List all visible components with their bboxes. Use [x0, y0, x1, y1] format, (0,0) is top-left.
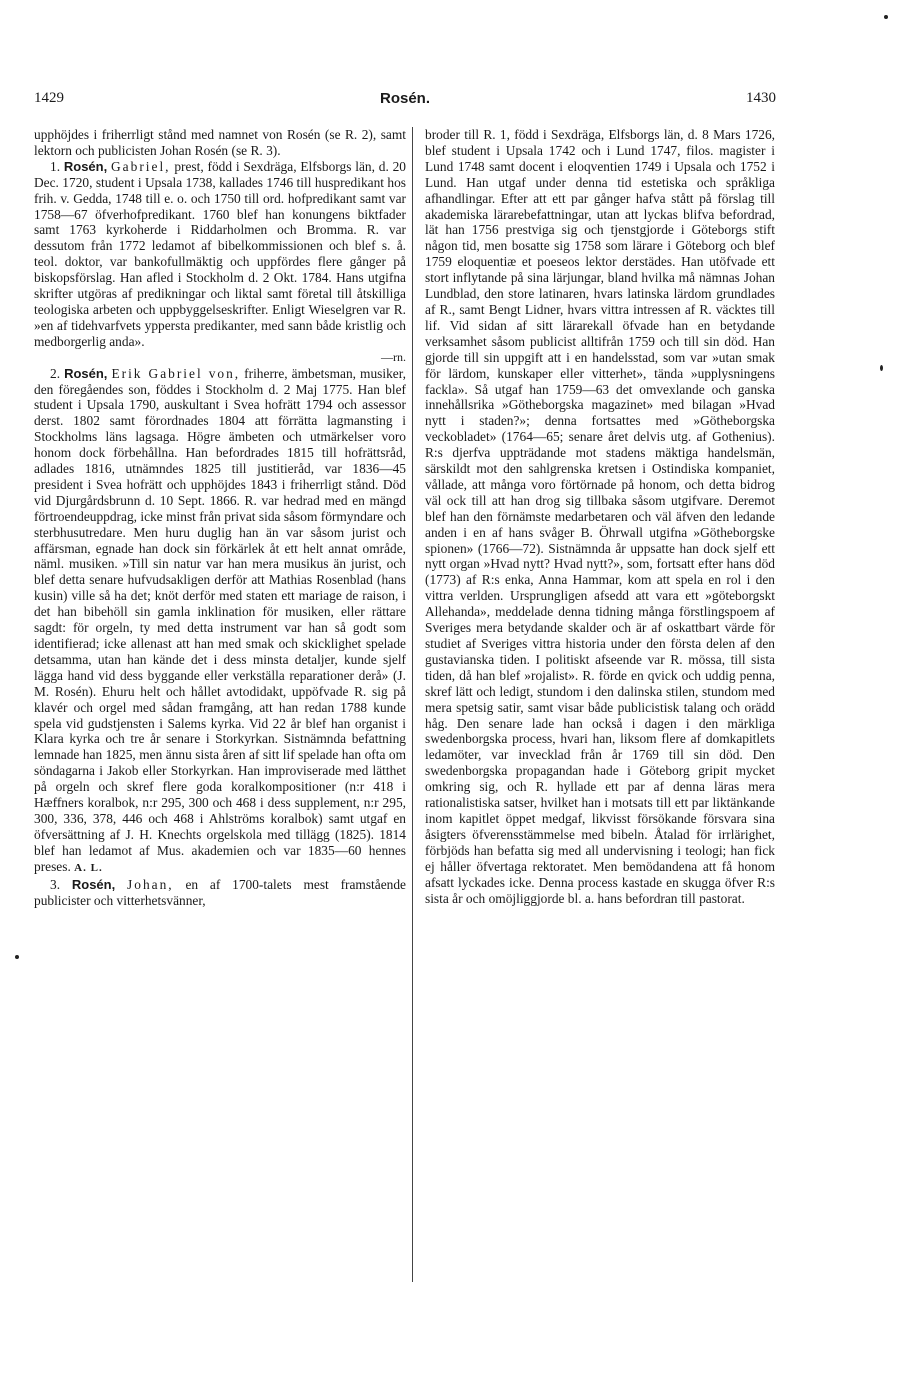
intro-paragraph: upphöjdes i friherrligt stånd med namnet von Rosén (se R. 2), samt lektorn och publicisten Johan Rosén (se R. 3).	[34, 127, 406, 158]
entry-3-name: Johan,	[127, 876, 174, 892]
entry-2-name: Erik Gabriel von,	[111, 365, 241, 381]
entry-1-headword: Rosén,	[63, 158, 108, 174]
right-column-text: broder till R. 1, född i Sexdräga, Elfsborgs län, d. 8 Mars 1726, blef student i Upsala 1742 och i Lund 1747, filos. magister i Lund 1748 samt docent i eloqventien 1749 i Upsala och 1752 i Lund. Han utgaf under denna tid estetiska och språkliga afhandlingar. Efter att ett par gånger hafva stått på förslag till akademiska lärarebefattningar, utan att lyckas blifva befordrad, lät han 1756 prestviga sig och tjenstgjorde i Göteborgs stift någon tid, men bosatte sig 1758 som lärare i Göteborg och blef 1759 eloquentiæ et poeseos lektor derstädes. Han utöfvade ett stort inflytande på sina lärjungar, bland hvilka må nämnas Johan Lundblad, den store latinaren, hvars latinska lärdom grundlades af R., samt Bengt Lidner, hvars vittra intressen af R. väcktes till lif. Vid sidan af sitt lärarekall öfvade han en betydande verksamhet såsom publicist alltifrån 1759 och till sin död. Han gjorde till sin uppgift att i en handelsstad, som var »utan smak för lärdom, kunskaper eller vitterhet», tända »upplysningens fackla». Så utgaf han 1759—63 det omvexlande och ganska innehållsrika »Götheborgska magazinet» med bilagan »Hvad nytt i staden?»; denna fortsattes med »Götheborgska veckobladet» (1764—65; senare året delvis utg. af Gothenius). R:s djerfva uppträdande mot stadens mäktiga handelsmän, särskildt mot den sahlgrenska kretsen i Ostindiska kompaniet, vållade, att många voro förtörnade på honom, och detta bidrog väl ock till att han drog sig tillbaka såsom utgifvare. Deremot blef han den förnämste medarbetaren och väl äfven den ledande anden i en af hans svåger B. Öhrwall utgifna »Götheborgske spionen» (1766—72). Sistnämnda år uppsatte han dock sjelf ett nytt organ »Hvad nytt? Hvad nytt?», som, fortsatt efter hans död (1773) af R:s enka, Anna Hammar, kom att spela en rol i den vittra verlden. Ursprungligen afsedd att vara ett »göteborgskt Allehanda», meddelade denna tidning många förstlingspoem af Sveriges mera betydande skalder och är af oskattbart värde för studiet af Sveriges vittra historia under den första delen af den gustavianska tiden. I politiskt afseende var R. mössa, till sista tiden, då han blef »rojalist». R. förde en qvick och uddig penna, skref lätt och ledigt, stundom i den dalinska stilen, stundom med mera spetsig satir, samt visar både publicistisk talang och orädd håg. Den senare lade han också i dagen i den märkliga swedenborgska process, hvari han, liksom flere af domkapitlets ledamöter, var invecklad från år 1769 till sin död. Den swedenborgska propagandan hade i Göteborg gripit mycket omkring sig, och R. hyllade ett par af denna läras mera rationalistiska satser, hvilket han i motsats till ett par liktänkande inom kapitlet öppet medgaf, likvisst försökande försvara sina åsigters öfverensstämmelse med bibeln. Åtalad för irrlärighet, förbjöds han befatta sig med all undervisning i teologi; han fick ej håller öfvertaga rektoratet. Men bemödandena att få honom afsatt lyckades icke. Denna process kastade en skugga öfver R:s sista år och omöjliggjorde bl. a. hans befordran till pastorat.	[425, 127, 775, 906]
entry-1-text: prest, född i Sexdräga, Elfsborgs län, d. 20 Dec. 1720, student i Upsala 1738, kallades 1746 till huspredikant hos frih. v. Gedda, 1748 till e. o. och 1750 till ord. hofpredikant samt var 1758—67 öfverhofpredikant. 1760 blef han konungens biktfader samt 1763 kyrkoherde i Riddarholmen och Bromma. R. var dessutom från 1772 ledamot af bibelkommissionen och blef s. å. teol. doktor, var bankofullmäktig och uppfördes flere gånger på biskopsförslag. Han afled i Stockholm d. 2 Okt. 1784. Hans utgifna skrifter utgöras af predikningar och liktal samt företal till åtskilliga teologiska arbeten och uppbyggelseskrifter. Enligt Wieselgren var R. »en af tidehvarfvets yppersta predikanter, med sann både kristlig och medborgerlig anda».	[34, 158, 406, 349]
entry-2	[34, 366, 406, 877]
entry-2-number: 2.	[50, 365, 61, 381]
entry-3-headword: Rosén,	[71, 876, 116, 892]
right-column	[425, 127, 775, 906]
entry-3-number: 3.	[50, 876, 61, 892]
ink-speck	[880, 365, 883, 371]
running-title: Rosén.	[379, 90, 430, 107]
entry-2-signature: A. L.	[74, 861, 103, 874]
column-divider	[412, 127, 413, 1282]
entry-2-text: friherre, ämbetsman, musiker, den föregåendes son, föddes i Stockholm d. 2 Maj 1775. Han blef student i Upsala 1790, auskultant i Svea hofrätt 1794 och assessor derst. 1802 samt förordnades 1804 att förrätta lagmansting i Stockholms läns lagsaga. Högre ämbeten och utmärkelser voro honom dock förbehållna. Han befordrades 1815 till hofrättsråd, adlades 1816, utnämndes 1825 till justitieråd, var 1836—45 president i Svea hofrätt och upphöjdes 1843 i friherrligt stånd. Död vid Djurgårdsbrunn d. 10 Sept. 1866. R. var hedrad med en mängd förtroendeuppdrag, icke minst från privat sida såsom förmyndare och sterbhusutredare. Men huru duglig han än var såsom jurist och affärsman, egnade han dock sin förkärlek åt ett helt annat område, näml. musiken. »Till sin natur var han mera musikus än jurist, och blef detta senare hufvudsakligen derför att Mathias Rosenblad (hans kusin) ville så ha det; knöt derför med staten ett mariage de raison, i det han bibehöll sin gamla inklination för musiken, eller rättare sagdt: för orgeln, ty med detta instrument var han så godt som identifierad; icke allenast att han med smak och skicklighet spelade detsamma, utan han kände det i dess minsta detaljer, kunde sjelf lägga hand vid dess byggande eller verkställa reparationer derå» (J. M. Rosén). Ehuru helt och hållet avtodidakt, uppöfvade R. sig på klavér och orgel med sådan framgång, att han redan 1788 kunde spela vid gudstjensten i Salems kyrka. Vid 22 år blef han organist i Klara kyrka och tre år senare i Storkyrkan. Sistnämnda befattning lemnade han 1825, men ännu sista åren af sitt lif spelade han ofta om söndagarna i Jakob eller Storkyrkan. Han improviserade med lätthet på orgeln och skref flere goda koralkompositioner (n:r 418 i Hæffners koralbok, n:r 295, 300 och 468 i dess supplement, n:r 295, 300, 336, 378, 446 och 468 i Ahlströms koralbok) samt utgaf en öfversättning af J. H. Knechts orgelskola med tillägg (1825). 1814 blef han ledamot af Mus. akademien och var 1835—60 hennes preses.	[34, 365, 406, 874]
page-number-left: 1429	[34, 90, 64, 106]
entry-2-headword: Rosén,	[64, 365, 108, 381]
ink-speck	[15, 955, 19, 959]
entry-1	[34, 159, 406, 366]
entry-3-text: en af 1700-talets mest framstående publicister och vitterhetsvänner,	[34, 876, 406, 908]
ink-speck	[884, 15, 888, 19]
entry-1-name: Gabriel,	[111, 158, 171, 174]
page-header	[34, 90, 776, 110]
left-column	[34, 127, 406, 908]
entry-3	[34, 877, 406, 909]
page-number-right: 1430	[746, 90, 776, 106]
entry-1-number: 1.	[50, 158, 61, 174]
entry-1-signature: —rn.	[381, 349, 406, 364]
